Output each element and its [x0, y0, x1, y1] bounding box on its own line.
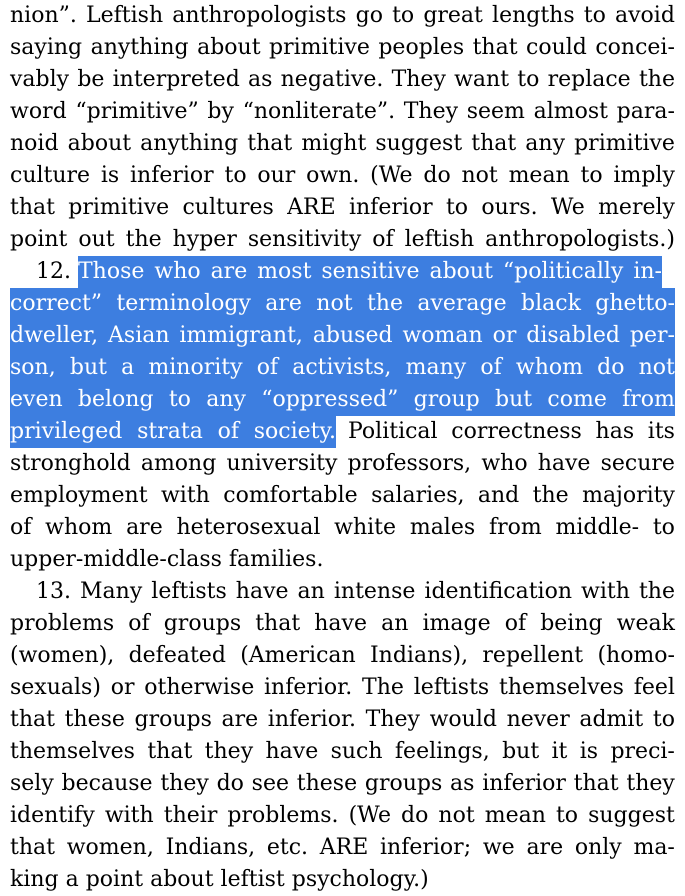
word: to: [392, 3, 415, 28]
selected-line[interactable]: [10, 384, 675, 416]
word: are: [265, 291, 302, 316]
word: correctness: [451, 419, 582, 444]
text-line: king a point about leftist psychology.): [10, 867, 429, 892]
word: come: [547, 387, 607, 412]
word: groups: [364, 771, 443, 796]
word: negative.: [280, 67, 384, 92]
unselected-text: [348, 416, 675, 448]
word: we: [482, 835, 515, 860]
word: such: [330, 739, 383, 764]
word: an: [381, 611, 409, 636]
selected-text[interactable]: [10, 352, 675, 384]
word: most: [257, 259, 312, 284]
word: not: [316, 291, 353, 316]
word: go: [355, 3, 383, 28]
word: (American: [240, 643, 356, 668]
word: society.: [253, 419, 336, 444]
word: (We: [348, 803, 391, 828]
word: “nonliterate”.: [242, 99, 396, 124]
word: would: [429, 707, 497, 732]
word: sely: [10, 771, 54, 796]
word: the: [532, 483, 569, 508]
word: dweller,: [10, 323, 99, 348]
word: group: [413, 387, 480, 412]
word: inferior: [348, 195, 433, 220]
word: themselves: [498, 675, 624, 700]
word: Those: [78, 259, 145, 284]
word: (homo-: [597, 643, 675, 668]
word: repellent: [482, 643, 584, 668]
word: woman: [402, 323, 483, 348]
word: to: [652, 515, 675, 540]
word: majority: [582, 483, 675, 508]
word: groups: [163, 611, 242, 636]
word: to: [168, 387, 191, 412]
word: to: [224, 163, 247, 188]
word: as: [450, 771, 475, 796]
text-line: [10, 160, 675, 192]
word: heterosexual: [176, 515, 321, 540]
word: of: [10, 515, 32, 540]
word: that: [247, 131, 293, 156]
word: primitive: [269, 35, 370, 60]
word: disabled: [526, 323, 620, 348]
word: lengths: [492, 3, 575, 28]
word: strata: [137, 419, 203, 444]
word: image: [422, 611, 491, 636]
word: the: [638, 67, 675, 92]
word: our: [257, 163, 296, 188]
word: to: [445, 195, 469, 220]
word: as: [248, 67, 273, 92]
word: that: [255, 611, 301, 636]
word: never: [506, 707, 570, 732]
text-line: [10, 32, 675, 64]
word: of: [128, 611, 150, 636]
selected-text[interactable]: [78, 256, 662, 288]
selected-line[interactable]: [10, 320, 675, 352]
word: mean: [508, 163, 570, 188]
word: by: [207, 99, 234, 124]
word: merely: [598, 195, 675, 220]
word: do: [423, 163, 451, 188]
word: any: [206, 387, 246, 412]
word: about: [67, 131, 132, 156]
paragraph-number: 12.: [36, 259, 71, 284]
word: want: [454, 67, 510, 92]
selected-line[interactable]: [10, 352, 675, 384]
word: professors,: [347, 451, 472, 476]
word: any: [525, 131, 566, 156]
word: do: [216, 771, 244, 796]
word: Asian: [108, 323, 170, 348]
word: they: [160, 771, 209, 796]
word: about: [429, 259, 493, 284]
word: “politically: [502, 259, 624, 284]
word: who: [481, 451, 528, 476]
word: are: [221, 707, 259, 732]
text-line: [10, 608, 675, 640]
word: do: [401, 803, 429, 828]
word: preci-: [610, 739, 675, 764]
word: not: [638, 355, 675, 380]
word: per-: [629, 323, 675, 348]
text-line: [10, 672, 675, 704]
word: see: [251, 771, 290, 796]
word: of: [256, 355, 279, 380]
text-line: [10, 192, 675, 224]
word: employment: [10, 483, 148, 508]
word: from: [488, 515, 542, 540]
word: that: [10, 835, 55, 860]
word: replace: [547, 67, 631, 92]
word: ma-: [633, 835, 675, 860]
word: males: [409, 515, 476, 540]
word: leftists: [413, 675, 490, 700]
word: only: [574, 835, 622, 860]
word: these: [296, 771, 358, 796]
word: vably: [10, 67, 70, 92]
word: its: [647, 419, 675, 444]
word: these: [64, 707, 125, 732]
paragraph-12-first-line: [36, 256, 675, 288]
text-line: [10, 832, 675, 864]
word: even: [10, 387, 63, 412]
word: have: [235, 579, 289, 604]
word: of: [480, 355, 502, 380]
word: to: [517, 67, 540, 92]
word: hyper: [172, 227, 237, 252]
word: great: [423, 3, 483, 28]
word: they: [204, 739, 254, 764]
word: correct”: [10, 291, 103, 316]
word: culture: [10, 163, 91, 188]
word: inferior.: [264, 675, 353, 700]
selected-text-end[interactable]: [10, 416, 336, 448]
word: para-: [616, 99, 675, 124]
word: that: [147, 739, 193, 764]
text-line: [10, 0, 675, 32]
word: an: [297, 579, 325, 604]
word: are: [526, 835, 564, 860]
mixed-selection-line[interactable]: [10, 416, 675, 448]
word: to: [555, 803, 579, 828]
text-line: upper-middle-class families.: [10, 547, 324, 572]
word: inferior: [130, 163, 214, 188]
word: inferior: [482, 771, 566, 796]
word: or: [492, 323, 517, 348]
word: have: [314, 611, 367, 636]
word: that: [10, 195, 55, 220]
word: Leftish: [86, 3, 164, 28]
word: women,: [66, 835, 154, 860]
word: intense: [333, 579, 416, 604]
word: to: [583, 3, 606, 28]
text-line: [10, 800, 675, 832]
word: Political: [348, 419, 438, 444]
word: defeated: [128, 643, 226, 668]
word: are: [210, 259, 248, 284]
word: suggest: [588, 803, 675, 828]
word: with: [160, 483, 210, 508]
word: with: [581, 579, 630, 604]
word: otherwise: [144, 675, 255, 700]
word: to: [580, 163, 603, 188]
word: whom: [45, 515, 113, 540]
selected-text[interactable]: [10, 320, 675, 352]
word: black: [521, 291, 581, 316]
word: but: [502, 739, 540, 764]
word: mean: [484, 803, 546, 828]
word: that: [471, 131, 517, 156]
word: inferior.: [267, 707, 357, 732]
selected-text[interactable]: [10, 288, 675, 320]
word: cultures: [182, 195, 274, 220]
word: has: [595, 419, 635, 444]
word: saying: [10, 35, 83, 60]
text-line: [10, 736, 675, 768]
word: ghetto-: [595, 291, 675, 316]
word: problems.: [227, 803, 339, 828]
word: comfortable: [223, 483, 358, 508]
word: almost: [533, 99, 608, 124]
word: that: [10, 707, 55, 732]
word: activists,: [292, 355, 392, 380]
word: themselves: [10, 739, 135, 764]
word: weak: [616, 611, 675, 636]
text-line: [10, 96, 675, 128]
word: concei-: [595, 35, 675, 60]
word: their: [163, 803, 218, 828]
selected-text[interactable]: [10, 384, 675, 416]
word: could: [526, 35, 587, 60]
word: because: [61, 771, 153, 796]
word: or: [110, 675, 135, 700]
word: that: [472, 35, 518, 60]
word: point: [10, 227, 68, 252]
word: word: [10, 99, 67, 124]
word: do: [597, 355, 625, 380]
word: stronghold: [10, 451, 131, 476]
word: Many: [80, 579, 143, 604]
word: inferior;: [380, 835, 472, 860]
word: etc.: [266, 835, 309, 860]
word: belong: [77, 387, 154, 412]
word: whom: [515, 355, 583, 380]
word: “primitive”: [75, 99, 199, 124]
word: who: [154, 259, 201, 284]
word: 13.: [36, 579, 71, 604]
word: They: [403, 99, 459, 124]
word: anthropologists: [172, 3, 347, 28]
word: terminology: [116, 291, 251, 316]
word: is: [100, 163, 120, 188]
word: they: [626, 771, 675, 796]
word: salaries,: [371, 483, 465, 508]
text-line: [10, 640, 675, 672]
word: ours.: [481, 195, 538, 220]
word: are: [126, 515, 163, 540]
word: feelings,: [394, 739, 490, 764]
word: a: [121, 355, 135, 380]
word: it: [551, 739, 568, 764]
word: privileged: [10, 419, 123, 444]
word: anything: [140, 131, 239, 156]
word: feel: [633, 675, 675, 700]
word: leftish: [404, 227, 475, 252]
word: We: [550, 195, 585, 220]
word: The: [362, 675, 404, 700]
word: ARE: [287, 195, 336, 220]
word: nion”.: [10, 3, 77, 28]
word: middle-: [555, 515, 640, 540]
text-line: [10, 128, 675, 160]
word: identify: [10, 803, 95, 828]
word: in-: [633, 259, 662, 284]
word: of: [504, 611, 527, 636]
word: identification: [424, 579, 573, 604]
word: from: [622, 387, 675, 412]
selected-line[interactable]: [10, 288, 675, 320]
word: average: [417, 291, 507, 316]
text-line: [10, 704, 675, 736]
word: white: [334, 515, 397, 540]
word: peoples: [378, 35, 465, 60]
word: groups: [134, 707, 212, 732]
word: ARE: [319, 835, 369, 860]
word: many: [405, 355, 467, 380]
word: among: [140, 451, 217, 476]
word: might: [301, 131, 367, 156]
word: anything: [90, 35, 189, 60]
word: immigrant,: [179, 323, 303, 348]
word: is: [579, 739, 599, 764]
word: noid: [10, 131, 59, 156]
word: “oppressed”: [261, 387, 399, 412]
word: primitive: [68, 195, 170, 220]
word: sensitive: [321, 259, 420, 284]
word: sensitivity: [247, 227, 362, 252]
word: have: [537, 451, 591, 476]
word: about: [197, 35, 261, 60]
word: university: [226, 451, 338, 476]
word: They: [391, 67, 446, 92]
word: the: [366, 291, 403, 316]
word: minority: [148, 355, 243, 380]
word: son,: [10, 355, 56, 380]
text-line: [10, 448, 675, 480]
word: with: [104, 803, 154, 828]
word: of: [217, 419, 239, 444]
word: Indians),: [369, 643, 469, 668]
word: and: [477, 483, 520, 508]
text-line: [10, 224, 675, 256]
word: own.: [306, 163, 360, 188]
word: abused: [312, 323, 393, 348]
text-line: [10, 64, 675, 96]
text-line: [10, 512, 675, 544]
text-line: [10, 768, 675, 800]
word: They: [365, 707, 420, 732]
text-line: [10, 480, 675, 512]
word: but: [495, 387, 533, 412]
word: have: [265, 739, 319, 764]
word: sexuals): [10, 675, 101, 700]
word: being: [540, 611, 603, 636]
word: problems: [10, 611, 115, 636]
paragraph-13-first-line: [36, 576, 675, 608]
word: not: [461, 163, 498, 188]
word: out: [78, 227, 115, 252]
word: interpreted: [112, 67, 240, 92]
word: (women),: [10, 643, 115, 668]
word: not: [438, 803, 475, 828]
word: admit: [579, 707, 644, 732]
word: Indians,: [165, 835, 256, 860]
word: of: [372, 227, 394, 252]
word: that: [573, 771, 619, 796]
word: avoid: [615, 3, 675, 28]
word: secure: [600, 451, 675, 476]
word: anthropologists.): [485, 227, 675, 252]
word: (We: [370, 163, 413, 188]
word: imply: [613, 163, 675, 188]
word: to: [652, 707, 675, 732]
word: but: [69, 355, 107, 380]
word: seem: [466, 99, 525, 124]
word: primitive: [574, 131, 675, 156]
word: the: [638, 579, 675, 604]
word: leftists: [151, 579, 227, 604]
word: be: [77, 67, 105, 92]
word: the: [125, 227, 162, 252]
word: suggest: [375, 131, 463, 156]
